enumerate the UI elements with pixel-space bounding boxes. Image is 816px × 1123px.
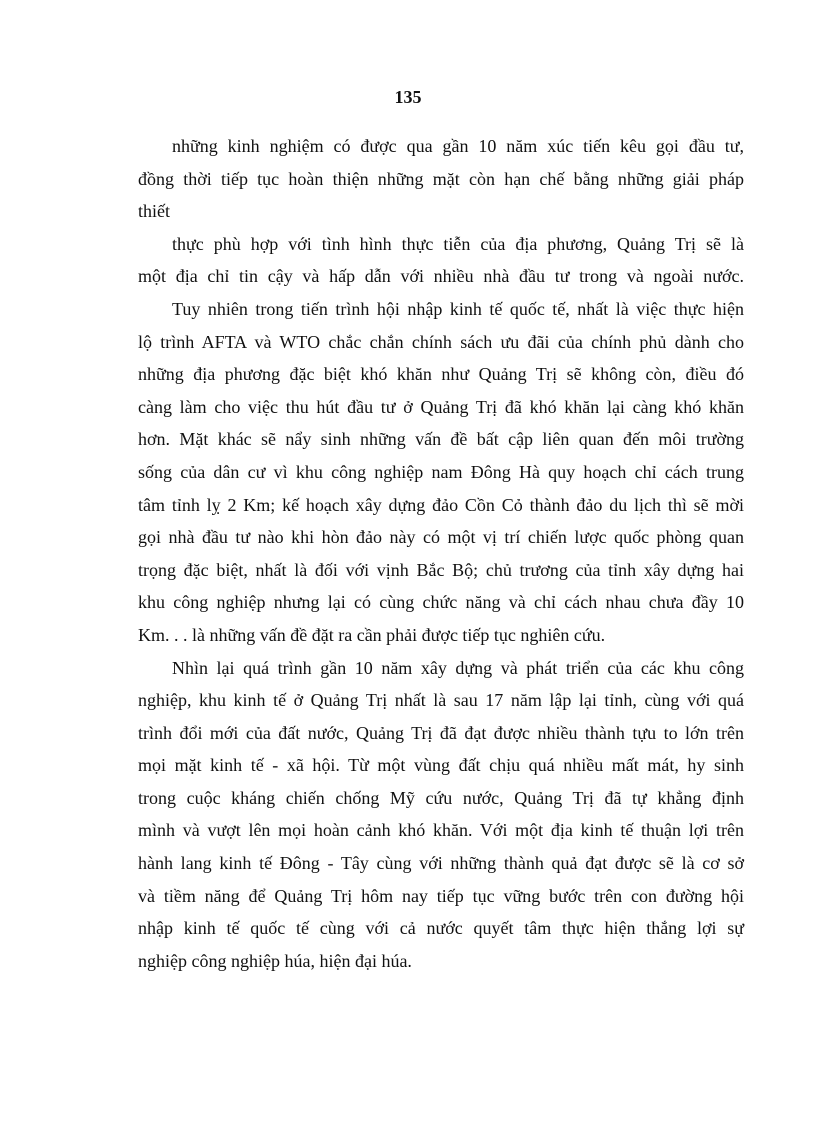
paragraph xyxy=(138,293,744,652)
page-number: 135 xyxy=(394,87,422,107)
text-line: thiết xyxy=(138,201,170,222)
text-line: tâm tỉnh lỵ 2 Km; kế hoạch xây dựng đảo Cồn Cỏ thành đảo du lịch thì sẽ mời xyxy=(138,494,744,515)
text-line: Km. . . là những vấn đề đặt ra cần phải được tiếp tục nghiên cứu. xyxy=(138,624,606,645)
text-line: khu công nghiệp nhưng lại có cùng chức năng và chỉ cách nhau chưa đầy 10 xyxy=(138,592,744,613)
text-line: hành lang kinh tế Đông - Tây cùng với những thành quả đạt được sẽ là cơ sở xyxy=(138,853,744,874)
text-line: nghiệp, khu kinh tế ở Quảng Trị nhất là sau 17 năm lập lại tỉnh, cùng với quá xyxy=(138,690,744,711)
text-line: mọi mặt kinh tế - xã hội. Từ một vùng đất chịu quá nhiều mất mát, hy sinh xyxy=(138,755,744,776)
body-text xyxy=(138,130,744,977)
text-line: trình đổi mới của đất nước, Quảng Trị đã đạt được nhiều thành tựu to lớn trên xyxy=(138,722,744,743)
text-line: càng làm cho việc thu hút đầu tư ở Quảng Trị đã khó khăn lại càng khó khăn xyxy=(138,396,744,417)
text-line: lộ trình AFTA và WTO chắc chắn chính sách ưu đãi của chính phủ dành cho xyxy=(138,331,744,352)
text-line: một địa chỉ tin cậy và hấp dẫn với nhiều nhà đầu tư trong và ngoài nước. xyxy=(138,266,744,287)
text-line: đồng thời tiếp tục hoàn thiện những mặt còn hạn chế bằng những giải pháp xyxy=(138,168,744,189)
text-line: thực phù hợp với tình hình thực tiễn của địa phương, Quảng Trị sẽ là xyxy=(172,233,744,254)
text-line: mình và vượt lên mọi hoàn cảnh khó khăn. Với một địa kinh tế thuận lợi trên xyxy=(138,820,744,841)
text-line: sống của dân cư vì khu công nghiệp nam Đông Hà quy hoạch chỉ cách trung xyxy=(138,461,744,482)
text-line: và tiềm năng để Quảng Trị hôm nay tiếp tục vững bước trên con đường hội xyxy=(138,885,744,906)
paragraph xyxy=(138,130,744,228)
text-line: hơn. Mặt khác sẽ nẩy sinh những vấn đề bất cập liên quan đến môi trường xyxy=(138,429,744,450)
text-line: những địa phương đặc biệt khó khăn như Quảng Trị sẽ không còn, điều đó xyxy=(138,364,744,385)
text-line: trọng đặc biệt, nhất là đối với vịnh Bắc Bộ; chủ trương của tỉnh xây dựng hai xyxy=(138,559,744,580)
text-line: gọi nhà đầu tư nào khi hòn đảo này có một vị trí chiến lược quốc phòng quan xyxy=(138,527,744,548)
paragraph xyxy=(138,228,744,293)
paragraph xyxy=(138,652,744,978)
text-line: Tuy nhiên trong tiến trình hội nhập kinh tế quốc tế, nhất là việc thực hiện xyxy=(172,298,744,319)
text-line: những kinh nghiệm có được qua gần 10 năm xúc tiến kêu gọi đầu tư, xyxy=(172,136,744,156)
text-line: trong cuộc kháng chiến chống Mỹ cứu nước, Quảng Trị đã tự khẳng định xyxy=(138,787,744,808)
text-line: nhập kinh tế quốc tế cùng với cả nước quyết tâm thực hiện thắng lợi sự xyxy=(138,918,744,939)
text-line: Nhìn lại quá trình gần 10 năm xây dựng và phát triển của các khu công xyxy=(172,657,744,678)
text-line: nghiệp công nghiệp húa, hiện đại húa. xyxy=(138,950,412,971)
